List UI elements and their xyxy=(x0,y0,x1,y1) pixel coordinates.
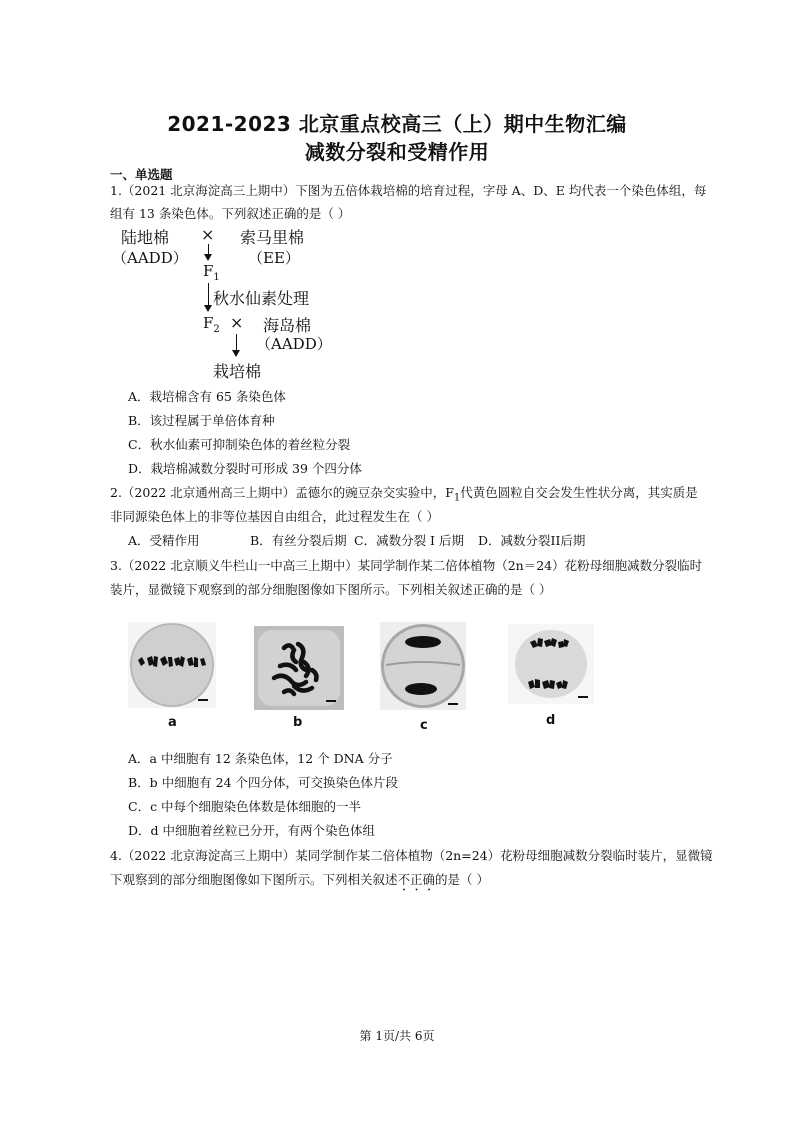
page-number: 第 1页/共 6页 xyxy=(359,1029,435,1043)
micrograph-d-label: d xyxy=(546,713,556,728)
arrow-to-f2-head xyxy=(204,305,212,312)
q3-stem-line2: 装片，显微镜下观察到的部分细胞图像如下图所示。下列相关叙述正确的是（ ） xyxy=(110,582,552,597)
result-label: 栽培棉 xyxy=(213,362,262,381)
q3-option-b: B．b 中细胞有 24 个四分体，可交换染色体片段 xyxy=(128,775,399,790)
q3-option-d: D．d 中细胞着丝粒已分开，有两个染色体组 xyxy=(128,823,375,838)
micrograph-a xyxy=(128,622,216,708)
micrograph-a-label: a xyxy=(168,715,177,730)
arrow-to-f2 xyxy=(208,283,209,307)
q2-stem-line2: 非同源染色体上的非等位基因自由组合，此过程发生在（ ） xyxy=(110,509,439,524)
q2-option-b: B．有丝分裂后期 xyxy=(250,533,347,548)
q4-stem-line2: 下观察到的部分细胞图像如下图所示。下列相关叙述不正确的是（ ） xyxy=(110,872,490,887)
arrow-to-result-head xyxy=(232,350,240,357)
q3-option-c: C．c 中每个细胞染色体数是体细胞的一半 xyxy=(128,799,362,814)
micrograph-c-label: c xyxy=(420,718,428,733)
parent2-name: 索马里棉 xyxy=(240,228,305,247)
parent1-name: 陆地棉 xyxy=(121,228,170,247)
micrograph-b xyxy=(254,626,344,710)
micrograph-b-label: b xyxy=(293,715,303,730)
q1-option-a: A．栽培棉含有 65 条染色体 xyxy=(128,389,286,404)
f1-label: $F_1$ xyxy=(203,262,220,283)
q2-option-d: D．减数分裂II后期 xyxy=(478,533,586,548)
q1-stem-line2: 组有 13 条染色体。下列叙述正确的是（ ） xyxy=(110,206,351,221)
q2-option-c: C．减数分裂 I 后期 xyxy=(354,533,464,548)
q4-stem-line1: 4.（2022 北京海淀高三上期中）某同学制作某二倍体植物（2n=24）花粉母细胞减数分裂临时装片，显微镜 xyxy=(110,848,713,863)
q3-option-a: A．a 中细胞有 12 条染色体，12 个 DNA 分子 xyxy=(128,751,393,766)
micrograph-d xyxy=(508,624,594,704)
treatment-label: 秋水仙素处理 xyxy=(213,289,310,308)
parent3-name: 海岛棉 xyxy=(263,316,312,335)
section-heading: 一、单选题 xyxy=(110,167,173,182)
q1-option-c: C．秋水仙素可抑制染色体的着丝粒分裂 xyxy=(128,437,351,452)
document-title: 2021-2023 北京重点校高三（上）期中生物汇编 xyxy=(167,112,627,136)
arrow-to-f1-head xyxy=(204,254,212,261)
q2-stem-line1: 2.（2022 北京通州高三上期中）孟德尔的豌豆杂交实验中，$F_1$代黄色圆粒自交会发生性状分离，其实质是 xyxy=(110,485,698,504)
parent3-genome: （AADD） xyxy=(256,335,332,353)
parent1-genome: （AADD） xyxy=(112,249,188,267)
parent2-genome: （EE） xyxy=(248,249,300,267)
q1-stem-line1: 1.（2021 北京海淀高三上期中）下图为五倍体栽培棉的培育过程，字母 A、D、E 均代表一个染色体组，每 xyxy=(110,183,707,198)
cross-symbol-2: × xyxy=(230,313,244,332)
q1-option-d: D．栽培棉减数分裂时可形成 39 个四分体 xyxy=(128,461,362,476)
q1-option-b: B．该过程属于单倍体育种 xyxy=(128,413,275,428)
f2-label: $F_2$ xyxy=(203,314,220,335)
q2-option-a: A．受精作用 xyxy=(128,533,200,548)
emphasis-not-correct: 不正确 xyxy=(397,872,436,887)
micrograph-c xyxy=(380,622,466,710)
q3-stem-line1: 3.（2022 北京顺义牛栏山一中高三上期中）某同学制作某二倍体植物（2n＝24）花粉母细胞减数分裂临时 xyxy=(110,558,703,573)
document-subtitle: 减数分裂和受精作用 xyxy=(304,140,490,164)
cross-symbol-1: × xyxy=(201,225,215,244)
